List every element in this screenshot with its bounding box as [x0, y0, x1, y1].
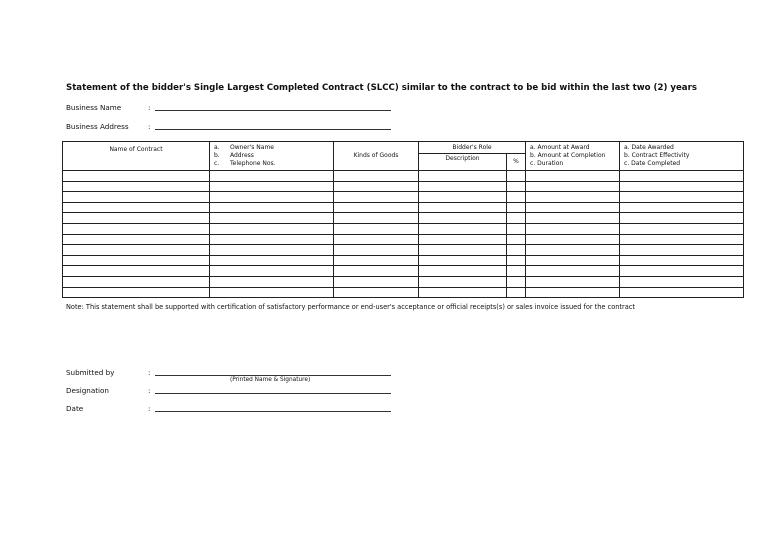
cell-amount[interactable] [526, 213, 620, 224]
table-row [63, 213, 744, 224]
cell-owner[interactable] [210, 202, 334, 213]
cell-percent[interactable] [507, 276, 526, 287]
header-bidders-role: Bidder's Role [419, 142, 526, 154]
cell-goods[interactable] [334, 245, 419, 256]
designation-field[interactable] [155, 393, 391, 394]
cell-contract[interactable] [63, 255, 210, 266]
cell-owner[interactable] [210, 266, 334, 277]
signature-caption: (Printed Name & Signature) [230, 377, 311, 383]
cell-description[interactable] [419, 213, 507, 224]
cell-percent[interactable] [507, 171, 526, 182]
cell-amount[interactable] [526, 276, 620, 287]
cell-owner[interactable] [210, 223, 334, 234]
cell-contract[interactable] [63, 223, 210, 234]
cell-contract[interactable] [63, 234, 210, 245]
cell-goods[interactable] [334, 266, 419, 277]
table-row [63, 181, 744, 192]
submitted-by-colon: : [148, 368, 151, 377]
cell-amount[interactable] [526, 181, 620, 192]
cell-percent[interactable] [507, 223, 526, 234]
cell-goods[interactable] [334, 276, 419, 287]
cell-amount[interactable] [526, 223, 620, 234]
cell-owner[interactable] [210, 181, 334, 192]
business-name-field[interactable] [155, 110, 391, 111]
designation-label: Designation [66, 386, 109, 395]
cell-dates[interactable] [620, 234, 744, 245]
cell-amount[interactable] [526, 255, 620, 266]
cell-owner[interactable] [210, 234, 334, 245]
cell-goods[interactable] [334, 223, 419, 234]
cell-contract[interactable] [63, 245, 210, 256]
cell-dates[interactable] [620, 223, 744, 234]
cell-dates[interactable] [620, 213, 744, 224]
cell-percent[interactable] [507, 213, 526, 224]
cell-description[interactable] [419, 223, 507, 234]
cell-owner[interactable] [210, 276, 334, 287]
submitted-by-field[interactable] [155, 375, 391, 376]
cell-contract[interactable] [63, 266, 210, 277]
statement-title: Statement of the bidder's Single Largest Completed Contract (SLCC) similar to the contract to be bid within the last two (2) years [66, 83, 697, 93]
cell-amount[interactable] [526, 202, 620, 213]
cell-amount[interactable] [526, 287, 620, 298]
cell-amount[interactable] [526, 266, 620, 277]
cell-dates[interactable] [620, 255, 744, 266]
cell-goods[interactable] [334, 181, 419, 192]
cell-owner[interactable] [210, 245, 334, 256]
cell-description[interactable] [419, 181, 507, 192]
cell-percent[interactable] [507, 202, 526, 213]
table-row [63, 266, 744, 277]
cell-goods[interactable] [334, 192, 419, 203]
cell-goods[interactable] [334, 213, 419, 224]
business-name-colon: : [148, 103, 151, 112]
cell-goods[interactable] [334, 255, 419, 266]
cell-goods[interactable] [334, 171, 419, 182]
designation-colon: : [148, 386, 151, 395]
business-address-label: Business Address [66, 122, 129, 131]
cell-amount[interactable] [526, 234, 620, 245]
date-colon: : [148, 404, 151, 413]
table-row [63, 192, 744, 203]
cell-dates[interactable] [620, 171, 744, 182]
table-row [63, 276, 744, 287]
header-kinds-of-goods: Kinds of Goods [334, 142, 419, 171]
business-address-colon: : [148, 122, 151, 131]
cell-percent[interactable] [507, 192, 526, 203]
cell-dates[interactable] [620, 287, 744, 298]
table-row [63, 245, 744, 256]
cell-owner[interactable] [210, 192, 334, 203]
cell-contract[interactable] [63, 181, 210, 192]
cell-dates[interactable] [620, 202, 744, 213]
cell-contract[interactable] [63, 171, 210, 182]
header-dates: a. Date Awarded b. Contract Effectivity c. Date Completed [620, 142, 744, 171]
cell-description[interactable] [419, 202, 507, 213]
cell-owner[interactable] [210, 171, 334, 182]
header-owner-info: a. Owner's Name b. Address c. Telephone Nos. [210, 142, 334, 171]
cell-goods[interactable] [334, 202, 419, 213]
cell-contract[interactable] [63, 213, 210, 224]
header-description: Description [419, 154, 507, 171]
cell-amount[interactable] [526, 192, 620, 203]
table-note: Note: This statement shall be supported with certification of satisfactory performance or end-user's acceptance or official receipts(s) or sales invoice issued for the contract [66, 303, 635, 311]
cell-owner[interactable] [210, 213, 334, 224]
cell-amount[interactable] [526, 171, 620, 182]
cell-dates[interactable] [620, 266, 744, 277]
table-row [63, 202, 744, 213]
cell-dates[interactable] [620, 245, 744, 256]
business-address-field[interactable] [155, 129, 391, 130]
business-name-label: Business Name [66, 103, 122, 112]
cell-description[interactable] [419, 266, 507, 277]
cell-percent[interactable] [507, 181, 526, 192]
cell-percent[interactable] [507, 287, 526, 298]
cell-owner[interactable] [210, 287, 334, 298]
date-field[interactable] [155, 411, 391, 412]
cell-description[interactable] [419, 255, 507, 266]
cell-contract[interactable] [63, 287, 210, 298]
header-amounts: a. Amount at Award b. Amount at Completion c. Duration [526, 142, 620, 171]
cell-goods[interactable] [334, 234, 419, 245]
submitted-by-label: Submitted by [66, 368, 115, 377]
cell-description[interactable] [419, 287, 507, 298]
date-label: Date [66, 404, 84, 413]
cell-description[interactable] [419, 245, 507, 256]
cell-contract[interactable] [63, 192, 210, 203]
cell-percent[interactable] [507, 266, 526, 277]
cell-description[interactable] [419, 234, 507, 245]
table-row [63, 287, 744, 298]
table-row [63, 234, 744, 245]
cell-dates[interactable] [620, 276, 744, 287]
header-name-of-contract: Name of Contract [63, 142, 210, 171]
slcc-table [62, 141, 744, 298]
cell-amount[interactable] [526, 245, 620, 256]
cell-owner[interactable] [210, 255, 334, 266]
table-row [63, 255, 744, 266]
cell-percent[interactable] [507, 234, 526, 245]
header-percent: % [507, 154, 526, 171]
table-row [63, 223, 744, 234]
cell-percent[interactable] [507, 255, 526, 266]
table-row [63, 171, 744, 182]
cell-description[interactable] [419, 276, 507, 287]
cell-description[interactable] [419, 171, 507, 182]
cell-percent[interactable] [507, 245, 526, 256]
cell-contract[interactable] [63, 276, 210, 287]
cell-dates[interactable] [620, 192, 744, 203]
cell-dates[interactable] [620, 181, 744, 192]
cell-contract[interactable] [63, 202, 210, 213]
cell-description[interactable] [419, 192, 507, 203]
cell-goods[interactable] [334, 287, 419, 298]
